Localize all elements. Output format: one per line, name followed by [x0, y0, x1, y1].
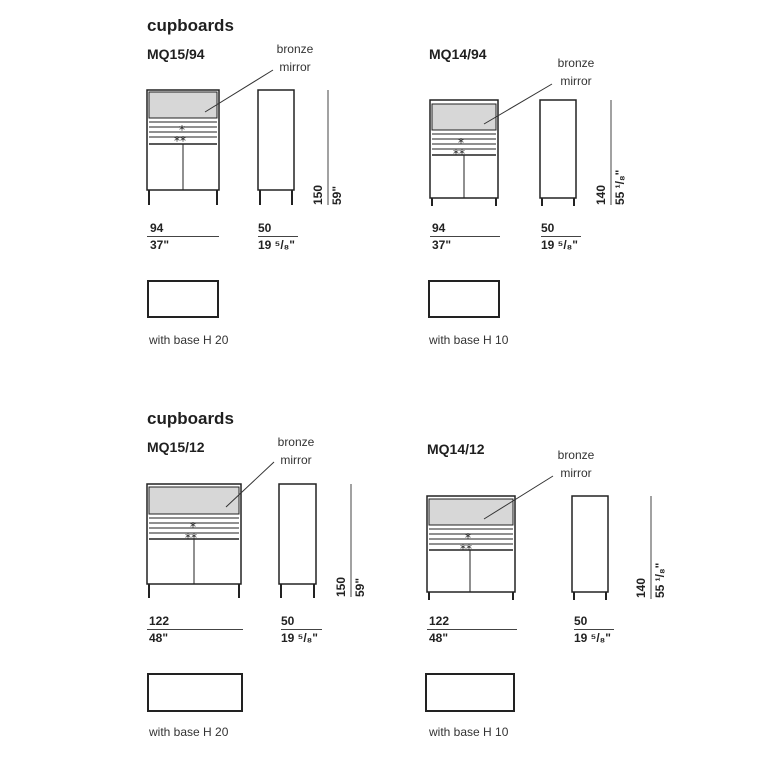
depth-cm: 50 [541, 221, 555, 235]
callout-line: bronze [276, 42, 314, 56]
svg-text:*: * [190, 520, 196, 534]
svg-text:*: * [458, 136, 464, 150]
depth-in: 19 ⁵/₈" [574, 631, 611, 645]
height-in: 55 ¹/₈" [653, 562, 667, 598]
width-cm: 94 [432, 221, 446, 235]
height-in: 59" [353, 577, 367, 597]
width-in: 48" [429, 631, 449, 645]
width-cm: 122 [429, 614, 450, 628]
width-in: 48" [149, 631, 169, 645]
depth-in: 19 ⁵/₈" [258, 238, 295, 252]
model-code: MQ14/12 [427, 441, 485, 457]
svg-text:**: ** [453, 147, 465, 161]
depth-in: 19 ⁵/₈" [281, 631, 318, 645]
callout-line: bronze [557, 448, 595, 462]
depth-in: 19 ⁵/₈" [541, 238, 578, 252]
callout-line: mirror [560, 466, 592, 480]
dimension-line [427, 629, 517, 630]
width-cm: 94 [150, 221, 164, 235]
svg-text:*: * [465, 531, 471, 545]
svg-text:*: * [179, 123, 185, 137]
height-in: 59" [330, 185, 344, 205]
depth-cm: 50 [574, 614, 588, 628]
base-label: with base H 10 [429, 333, 509, 347]
model-code: MQ15/94 [147, 46, 205, 62]
callout-line: bronze [277, 435, 315, 449]
svg-text:**: ** [460, 542, 472, 556]
width-in: 37" [432, 238, 452, 252]
model-code: MQ15/12 [147, 439, 205, 455]
width-in: 37" [150, 238, 170, 252]
width-cm: 122 [149, 614, 170, 628]
model-code: MQ14/94 [429, 46, 487, 62]
height-cm: 150 [311, 184, 325, 205]
depth-cm: 50 [258, 221, 272, 235]
depth-cm: 50 [281, 614, 295, 628]
svg-text:**: ** [174, 134, 186, 148]
callout-line: mirror [280, 453, 312, 467]
base-label: with base H 20 [149, 725, 229, 739]
height-in: 55 ¹/₈" [613, 169, 627, 205]
base-label: with base H 10 [429, 725, 509, 739]
plan-view [425, 673, 515, 712]
dimension-line [574, 629, 614, 630]
callout-line: bronze [557, 56, 595, 70]
height-cm: 140 [594, 184, 608, 205]
callout-line: mirror [560, 74, 592, 88]
section-title: cupboards [147, 409, 234, 428]
height-cm: 150 [334, 576, 348, 597]
base-label: with base H 20 [149, 333, 229, 347]
section-title: cupboards [147, 16, 234, 35]
height-cm: 140 [634, 577, 648, 598]
callout-line: mirror [279, 60, 311, 74]
svg-text:**: ** [185, 531, 197, 545]
